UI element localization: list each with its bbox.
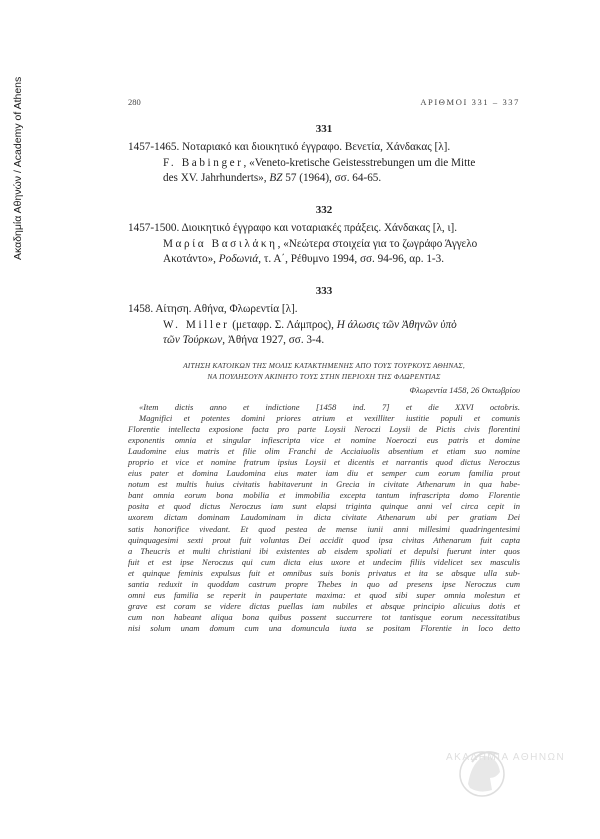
author: Μαρία Βασιλάκη <box>163 237 278 250</box>
author: F. Babinger <box>163 156 244 169</box>
latin-text-line: omni eus familia se reperit in paupertate maxima: et quod sibi super omnia molestun et <box>128 589 520 600</box>
latin-text-line: uxorem dictam dominam Laudominam in dicta civitate Athenarum ubi per gratiam Dei <box>128 512 520 523</box>
author: W. Miller <box>163 318 230 331</box>
latin-text-line: posita et quod dictus Neroczus iam sunt elapsi triginta quinque anni vel circa cepit in <box>128 501 520 512</box>
citation-text: Ακοτάντο», <box>163 253 219 265</box>
entry-citation-line <box>128 156 520 172</box>
entry-citation-line <box>128 333 520 349</box>
entry-line: 1457-1465. Νοταριακό και διοικητικό έγγραφο. Βενετία, Χάνδακας [λ]. <box>128 141 451 153</box>
entry-citation-line <box>128 252 520 268</box>
running-header <box>128 97 520 111</box>
document-heading-line: ΝΑ ΠΟΥΛΗΣΟΥΝ ΑΚΙΝΗΤΟ ΤΟΥΣ ΣΤΗΝ ΠΕΡΙΟΧΗ ΤΗΣ ΦΛΩΡΕΝΤΙΑΣ <box>207 372 441 381</box>
side-archive-label-text: Ακαδημία Αθηνών / Academy of Athens <box>12 76 24 260</box>
running-title: ΑΡΙΘΜΟΙ 331 – 337 <box>420 97 520 107</box>
entry-citation-line <box>128 237 520 253</box>
latin-text-line: proprio et vice et nomine fratrum ipsius Loysii et dicentis et narrantis quod dictus Neroczus <box>128 457 520 468</box>
latin-text-line: quinquagesimi sexti prout fuit voluntas Dei accidit quod ipsa civitas Athenarum fuit capta <box>128 534 520 545</box>
journal-title: Ροδωνιά <box>218 253 259 265</box>
book-title: τῶν Τούρκων <box>163 334 223 346</box>
document-heading-line: ΑΙΤΗΣΗ ΚΑΤΟΙΚΩΝ ΤΗΣ ΜΟΛΙΣ ΚΑΤΑΚΤΗΜΕΝΗΣ ΑΠΟ ΤΟΥΣ ΤΟΥΡΚΟΥΣ ΑΘΗΝΑΣ, <box>183 361 465 370</box>
entry-333 <box>128 302 520 349</box>
latin-text-line: Florentie intellecta exposione facta pro parte Loysii Neroczi Loysii de Pictis civis florentini <box>128 424 520 435</box>
citation-text: , «Veneto-kretische Geistesstrebungen um die Mitte <box>243 156 476 169</box>
latin-text-line: cum non habeant aliqua bona quibus possent succurrere tot tantisque eorum necessitatibus <box>128 611 520 622</box>
entry-number-331: 331 <box>315 123 333 135</box>
latin-text-line: bant omnia eorum bona mobilia et immobilia excepta tantum infrascripta domo Florentie <box>128 490 520 501</box>
book-title: Η άλωσις τῶν Ἀθηνῶν ὑπὸ <box>336 318 457 331</box>
citation-text: , τ. Α΄, Ρέθυμνο 1994, σσ. 94-96, αρ. 1-3. <box>258 253 445 265</box>
latin-text-line: fuit et est ipse Neroczus qui cum dicta eius uxore et undecim filiis videlicet sex masculis <box>128 556 520 567</box>
latin-text-line: notum est multis huius civitatis habitaverunt in Grecia in civitate Athenarum in qua habe- <box>128 479 520 490</box>
latin-text-line: et quinque feminis expulsus fuit et omnibus suis bonis privatus et ita se absque ulla sub- <box>128 567 520 578</box>
latin-text-line: grave est coram se videre dictas puellas iam nubiles et absque principio alicuius dotis et <box>128 600 520 611</box>
document-heading <box>128 360 520 382</box>
academy-watermark <box>446 738 576 808</box>
entry-number-332: 332 <box>315 204 333 216</box>
entry-332 <box>128 221 520 268</box>
latin-text-line: satis honorifice vivedant. Et quod pestea de mense iunii anni millesimi quadringentesimi <box>128 523 520 534</box>
side-archive-label <box>6 40 32 260</box>
citation-text: , «Νεώτερα στοιχεία για το ζωγράφο Άγγελο <box>277 237 478 250</box>
latin-text-line: «Item dictis anno et indictione [1458 ind. 7] et die XXVI octobris. <box>139 402 520 412</box>
latin-text-line: exponentis omnia et singular infiescripta vice et nomine Noeroczi eus patris et domine <box>128 435 520 446</box>
watermark-text: ΑΚΑΔΗΜΙΑ ΑΘΗΝΩΝ <box>446 752 566 763</box>
latin-text-line: eius pater et domina Laudomina eius mater iam diu et semper cum eorum familia prout <box>128 468 520 479</box>
latin-document-text <box>128 402 520 634</box>
page-number: 280 <box>128 97 141 107</box>
document-dateline: Φλωρεντία 1458, 26 Οκτωβρίου <box>409 385 520 395</box>
athena-head-icon <box>446 738 576 808</box>
entry-number-333: 333 <box>315 285 333 297</box>
latin-text-line: Laudomine eius matris et filie olim Franchi de Acciaiuolis absentium et etiam suo nomine <box>128 446 520 457</box>
entry-331 <box>128 140 520 187</box>
latin-text-line: a Theucris et multi christiani ibi existentes ab eisdem spoliati et depulsi fuerunt inter quos <box>128 545 520 556</box>
entry-line: 1457-1500. Διοικητικό έγγραφο και νοταριακές πράξεις. Χάνδακας [λ, ι]. <box>128 222 457 234</box>
citation-text: des XV. Jahrhunderts», <box>163 172 270 184</box>
citation-text: (μεταφρ. Σ. Λάμπρος), <box>229 318 337 331</box>
latin-text-line: nisi solum unam domum cum una domuncula iuxta se positam Florentie in loco detto <box>128 622 520 633</box>
journal-title: BZ <box>269 172 283 184</box>
latin-text-line: santia reduxit in quoddam castrum propre Thebes in quo ad presens ipse Neroczus cum <box>128 578 520 589</box>
citation-text: , Ἀθήνα 1927, σσ. 3-4. <box>222 334 325 346</box>
entry-citation-line <box>128 171 520 187</box>
citation-text: 57 (1964), σσ. 64-65. <box>282 172 382 184</box>
entry-citation-line <box>128 318 520 334</box>
latin-text-line: Magnifici et potentes domini priores atrium et vexilliter iustitie populi et comunis <box>139 413 520 424</box>
entry-line: 1458. Αίτηση. Αθήνα, Φλωρεντία [λ]. <box>128 303 298 315</box>
